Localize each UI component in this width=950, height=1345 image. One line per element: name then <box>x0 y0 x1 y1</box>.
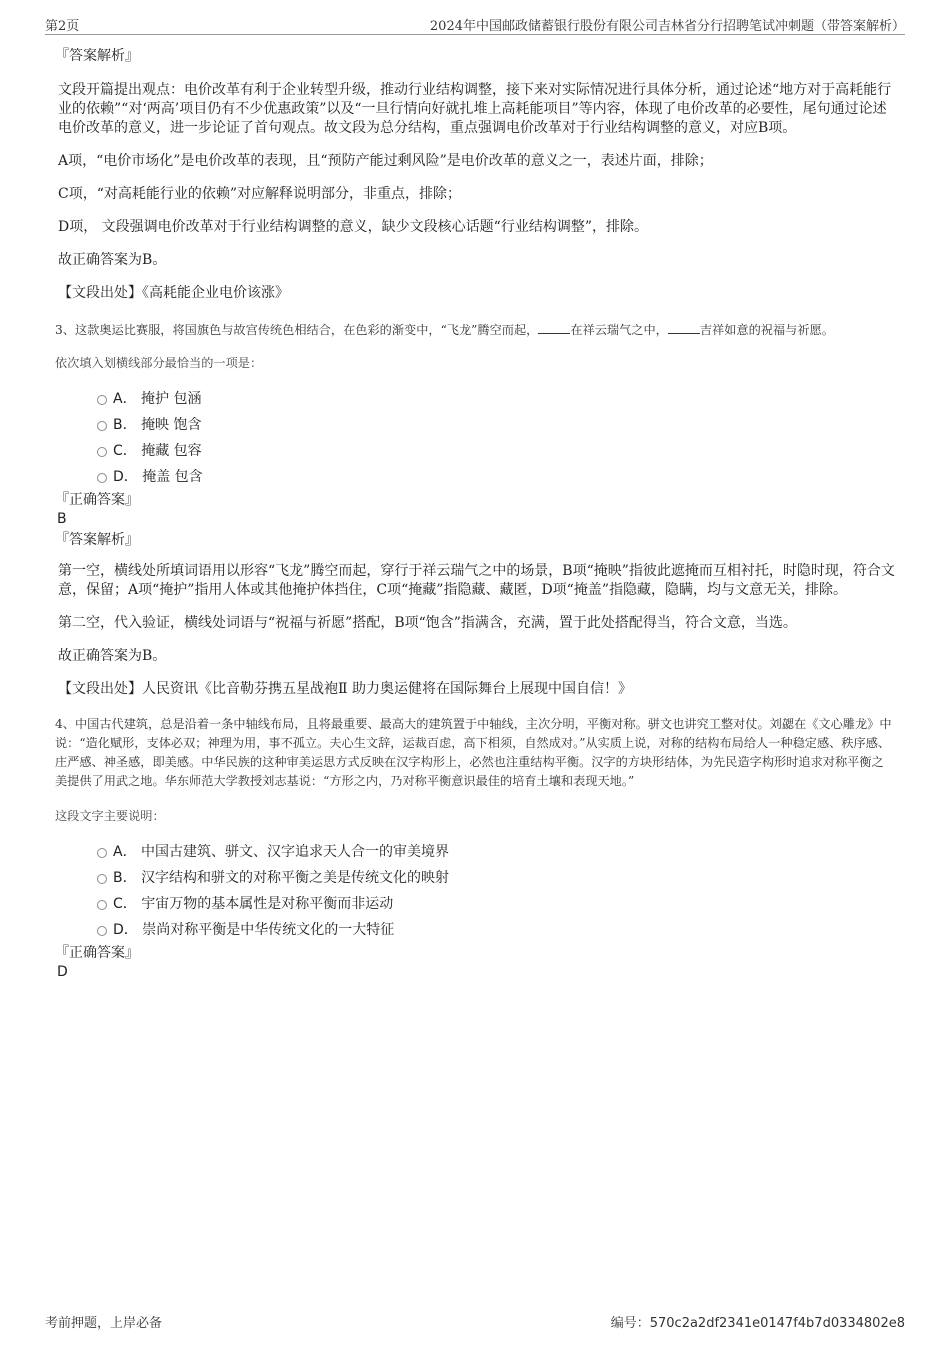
page-content <box>55 42 897 981</box>
q4-options <box>55 839 897 943</box>
q3-option-b[interactable]: B． 掩映 饱含 <box>55 412 897 438</box>
q4-answer-label: 『正确答案』 <box>55 945 139 961</box>
q3-stem: 3、这款奥运比赛服，将国旗色与故宫传统色相结合，在色彩的渐变中，“飞龙”腾空而起， 在祥云瑞气之中， 吉祥如意的祝福与祈愿。 <box>55 323 834 337</box>
page-footer <box>45 1312 905 1332</box>
q2-source: 【文段出处】《高耗能企业电价该涨》 <box>58 285 289 301</box>
radio-icon[interactable] <box>97 395 107 405</box>
q4-option-a[interactable]: A． 中国古建筑、骈文、汉字追求天人合一的审美境界 <box>55 839 897 865</box>
q2-analysis-paragraph: 文段开篇提出观点：电价改革有利于企业转型升级，推动行业结构调整，接下来对实际情况进行具体分析，通过论述“地方对于高耗能行业的依赖”“对‘两高’项目仍有不少优惠政策”以及“一旦行情向好就扎堆上高耗能项目”等内容，体现了电价改革的必要性，尾句通过论述电价改革的意义，进一步论证了首句观点。故文段为总分结构，重点强调电价改革对于行业结构调整的意义，对应B项。 <box>58 82 892 136</box>
q3-blank-2 <box>668 323 700 334</box>
q2-analysis-label: 『答案解析』 <box>55 48 139 64</box>
q4-answer: D <box>57 964 68 980</box>
q3-analysis-second-blank: 第二空，代入验证，横线处词语与“祝福与祈愿”搭配，B项“饱含”指满含，充满，置于此处搭配得当，符合文意，当选。 <box>58 615 797 631</box>
q3-option-a[interactable]: A． 掩护 包涵 <box>55 386 897 412</box>
q4-stem: 4、中国古代建筑，总是沿着一条中轴线布局，且将最重要、最高大的建筑置于中轴线，主次分明，平衡对称。骈文也讲究工整对仗。刘勰在《文心雕龙》中说：“造化赋形，支体必双；神理为用，事不孤立。夫心生文辞，运裁百虑，高下相须，自然成对。”从实质上说，对称的结构布局给人一种稳定感、秩序感、庄严感、神圣感，即美感。中华民族的这种审美运思方式反映在汉字构形上，必然也注重结构平衡。汉字的方块形结体，为先民造字构形时追求对称平衡之美提供了用武之地。华东师范大学教授刘志基说：“方形之内，乃对称平衡意识最佳的培育土壤和表现天地。” <box>55 717 892 788</box>
radio-icon[interactable] <box>97 848 107 858</box>
footer-slogan: 考前押题，上岸必备 <box>45 1316 163 1331</box>
q4-option-b[interactable]: B． 汉字结构和骈文的对称平衡之美是传统文化的映射 <box>55 865 897 891</box>
q4-prompt: 这段文字主要说明： <box>55 809 165 823</box>
q3-analysis-label: 『答案解析』 <box>55 532 139 548</box>
q3-blank-1 <box>538 323 570 334</box>
radio-icon[interactable] <box>97 926 107 936</box>
radio-icon[interactable] <box>97 447 107 457</box>
q3-answer-label: 『正确答案』 <box>55 492 139 508</box>
q4-option-c[interactable]: C． 宇宙万物的基本属性是对称平衡而非运动 <box>55 891 897 917</box>
q3-option-c[interactable]: C． 掩藏 包容 <box>55 438 897 464</box>
q3-prompt: 依次填入划横线部分最恰当的一项是： <box>55 356 263 370</box>
footer-code: 编号：570c2a2df2341e0147f4b7d0334802e8 <box>610 1316 905 1331</box>
q3-options <box>55 386 897 490</box>
q2-analysis-option-c: C项，“对高耗能行业的依赖”对应解释说明部分，非重点，排除； <box>58 186 462 202</box>
page-number: 第2页 <box>45 19 80 34</box>
q3-conclusion: 故正确答案为B。 <box>58 648 167 664</box>
q4-option-d[interactable]: D． 崇尚对称平衡是中华传统文化的一大特征 <box>55 917 897 943</box>
q2-analysis-option-a: A项，“电价市场化”是电价改革的表现，且“预防产能过剩风险”是电价改革的意义之一，表述片面，排除； <box>58 153 713 169</box>
q2-analysis-option-d: D项， 文段强调电价改革对于行业结构调整的意义，缺少文段核心话题“行业结构调整”，排除。 <box>58 219 648 235</box>
radio-icon[interactable] <box>97 900 107 910</box>
page-header <box>45 14 905 35</box>
q2-conclusion: 故正确答案为B。 <box>58 252 167 268</box>
document-title: 2024年中国邮政储蓄银行股份有限公司吉林省分行招聘笔试冲刺题（带答案解析） <box>429 19 905 34</box>
q3-option-d[interactable]: D． 掩盖 包含 <box>55 464 897 490</box>
radio-icon[interactable] <box>97 421 107 431</box>
q3-source: 【文段出处】人民资讯《比音勒芬携五星战袍Ⅱ 助力奥运健将在国际舞台上展现中国自信！》 <box>58 681 632 697</box>
radio-icon[interactable] <box>97 874 107 884</box>
q3-answer: B <box>57 511 67 527</box>
q3-analysis-first-blank: 第一空，横线处所填词语用以形容“飞龙”腾空而起，穿行于祥云瑞气之中的场景，B项“掩映”指彼此遮掩而互相衬托，时隐时现，符合文意，保留；A项“掩护”指用人体或其他掩护体挡住，C项“掩藏”指隐藏、藏匿，D项“掩盖”指隐藏，隐瞒，均与文意无关，排除。 <box>58 563 895 598</box>
radio-icon[interactable] <box>97 473 107 483</box>
